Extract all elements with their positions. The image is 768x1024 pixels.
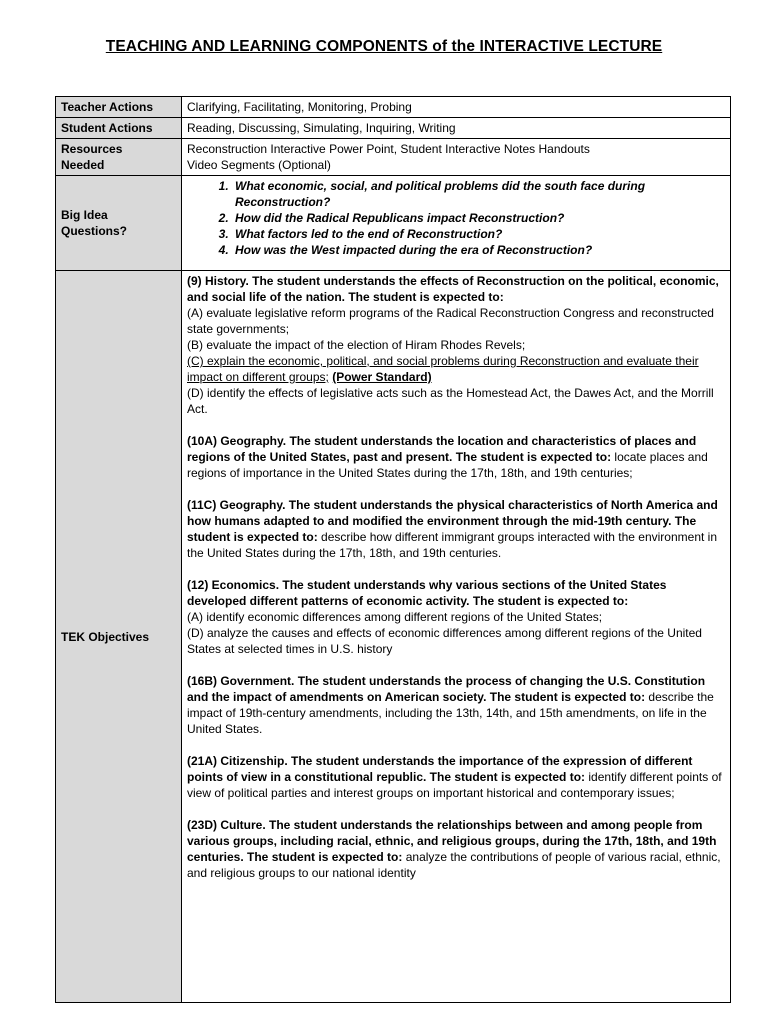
tek-objectives-row	[56, 271, 731, 1003]
student-actions-value: Reading, Discussing, Simulating, Inquiring, Writing	[182, 118, 731, 139]
resources-row	[56, 139, 731, 176]
tek-23d-heading: (23D) Culture. The student understands the relationships between and among people from various groups, including racial, ethnic, and religious groups, during the 17th, 18th, and 19th centuries. The student is expected to:	[187, 818, 717, 864]
tek-9-heading: (9) History. The student understands the effects of Reconstruction on the political, economic, and social life of the nation. The student is expected to:	[187, 274, 719, 304]
tek-9-d: (D) identify the effects of legislative acts such as the Homestead Act, the Dawes Act, and the Morrill Act.	[187, 386, 714, 416]
student-actions-row	[56, 118, 731, 139]
teacher-actions-row	[56, 97, 731, 118]
big-idea-question: 3. What factors led to the end of Reconstruction?	[232, 226, 725, 242]
resources-label-line-1: Resources	[61, 142, 123, 156]
power-standard-tag: (Power Standard)	[332, 370, 432, 384]
tek-9-history	[187, 273, 725, 417]
big-idea-label-line-2: Questions?	[61, 224, 128, 238]
tek-9-c-text: (C) explain the economic, political, and social problems during Reconstruction and evaluate their impact on different groups;	[187, 354, 699, 384]
teacher-actions-value: Clarifying, Facilitating, Monitoring, Probing	[182, 97, 731, 118]
big-idea-question: 1. What economic, social, and political problems did the south face during Reconstruction?	[232, 178, 725, 210]
big-idea-question: 4. How was the West impacted during the era of Reconstruction?	[232, 242, 725, 258]
tek-16b-government	[187, 673, 725, 737]
tek-9-c	[187, 353, 725, 385]
tek-objectives-label: TEK Objectives	[56, 271, 182, 1003]
tek-23d-culture	[187, 817, 725, 881]
big-idea-row	[56, 176, 731, 271]
tek-21a-heading: (21A) Citizenship. The student understands the importance of the expression of different points of view in a constitutional republic. The student is expected to:	[187, 754, 693, 784]
student-actions-label: Student Actions	[56, 118, 182, 139]
document-title: TEACHING AND LEARNING COMPONENTS of the INTERACTIVE LECTURE	[105, 38, 663, 55]
tek-12-a: (A) identify economic differences among different regions of the United States;	[187, 610, 603, 624]
lesson-components-table	[55, 96, 731, 1003]
resources-line-1: Reconstruction Interactive Power Point, Student Interactive Notes Handouts	[187, 142, 590, 156]
tek-11c-geography	[187, 497, 725, 561]
tek-10a-text: locate places and regions of importance in the United States during the 17th, 18th, and 19th centuries;	[187, 450, 708, 480]
big-idea-label	[56, 176, 182, 271]
big-idea-question: 2. How did the Radical Republicans impact Reconstruction?	[232, 210, 725, 226]
tek-12-economics	[187, 577, 725, 657]
resources-value	[182, 139, 731, 176]
tek-12-heading: (12) Economics. The student understands why various sections of the United States developed different patterns of economic activity. The student is expected to:	[187, 578, 667, 608]
tek-16b-text: describe the impact of 19th-century amendments, including the 13th, 14th, and 15th amendments, on life in the United States.	[187, 690, 714, 736]
tek-11c-text: describe how different immigrant groups interacted with the environment in the United States during the 17th, 18th, and 19th centuries.	[187, 530, 718, 560]
tek-10a-heading: (10A) Geography. The student understands the location and characteristics of places and regions of the United States, past and present. The student is expected to:	[187, 434, 697, 464]
tek-12-d: (D) analyze the causes and effects of economic differences among different regions of the United States at selected times in U.S. history	[187, 626, 702, 656]
tek-objectives-content	[182, 271, 731, 1003]
resources-line-2: Video Segments (Optional)	[187, 158, 331, 172]
resources-label-line-2: Needed	[61, 158, 105, 172]
tek-9-b: (B) evaluate the impact of the election of Hiram Rhodes Revels;	[187, 338, 526, 352]
resources-label	[56, 139, 182, 176]
tek-23d-text: analyze the contributions of people of various racial, ethnic, and religious groups to our national identity	[187, 850, 721, 880]
big-idea-label-line-1: Big Idea	[61, 208, 108, 222]
tek-21a-text: identify different points of view of political parties and interest groups on important historical and contemporary issues;	[187, 770, 722, 800]
tek-21a-citizenship	[187, 753, 725, 801]
teacher-actions-label: Teacher Actions	[56, 97, 182, 118]
big-idea-list	[187, 178, 725, 258]
tek-16b-heading: (16B) Government. The student understands the process of changing the U.S. Constitution and the impact of amendments on American society. The student is expected to:	[187, 674, 706, 704]
tek-11c-heading: (11C) Geography. The student understands the physical characteristics of North America and how humans adapted to and modified the environment through the mid-19th century. The student is expected to:	[187, 498, 718, 544]
big-idea-questions	[182, 176, 731, 271]
tek-9-a: (A) evaluate legislative reform programs of the Radical Reconstruction Congress and reconstructed state governments;	[187, 306, 714, 336]
tek-10a-geography	[187, 433, 725, 481]
